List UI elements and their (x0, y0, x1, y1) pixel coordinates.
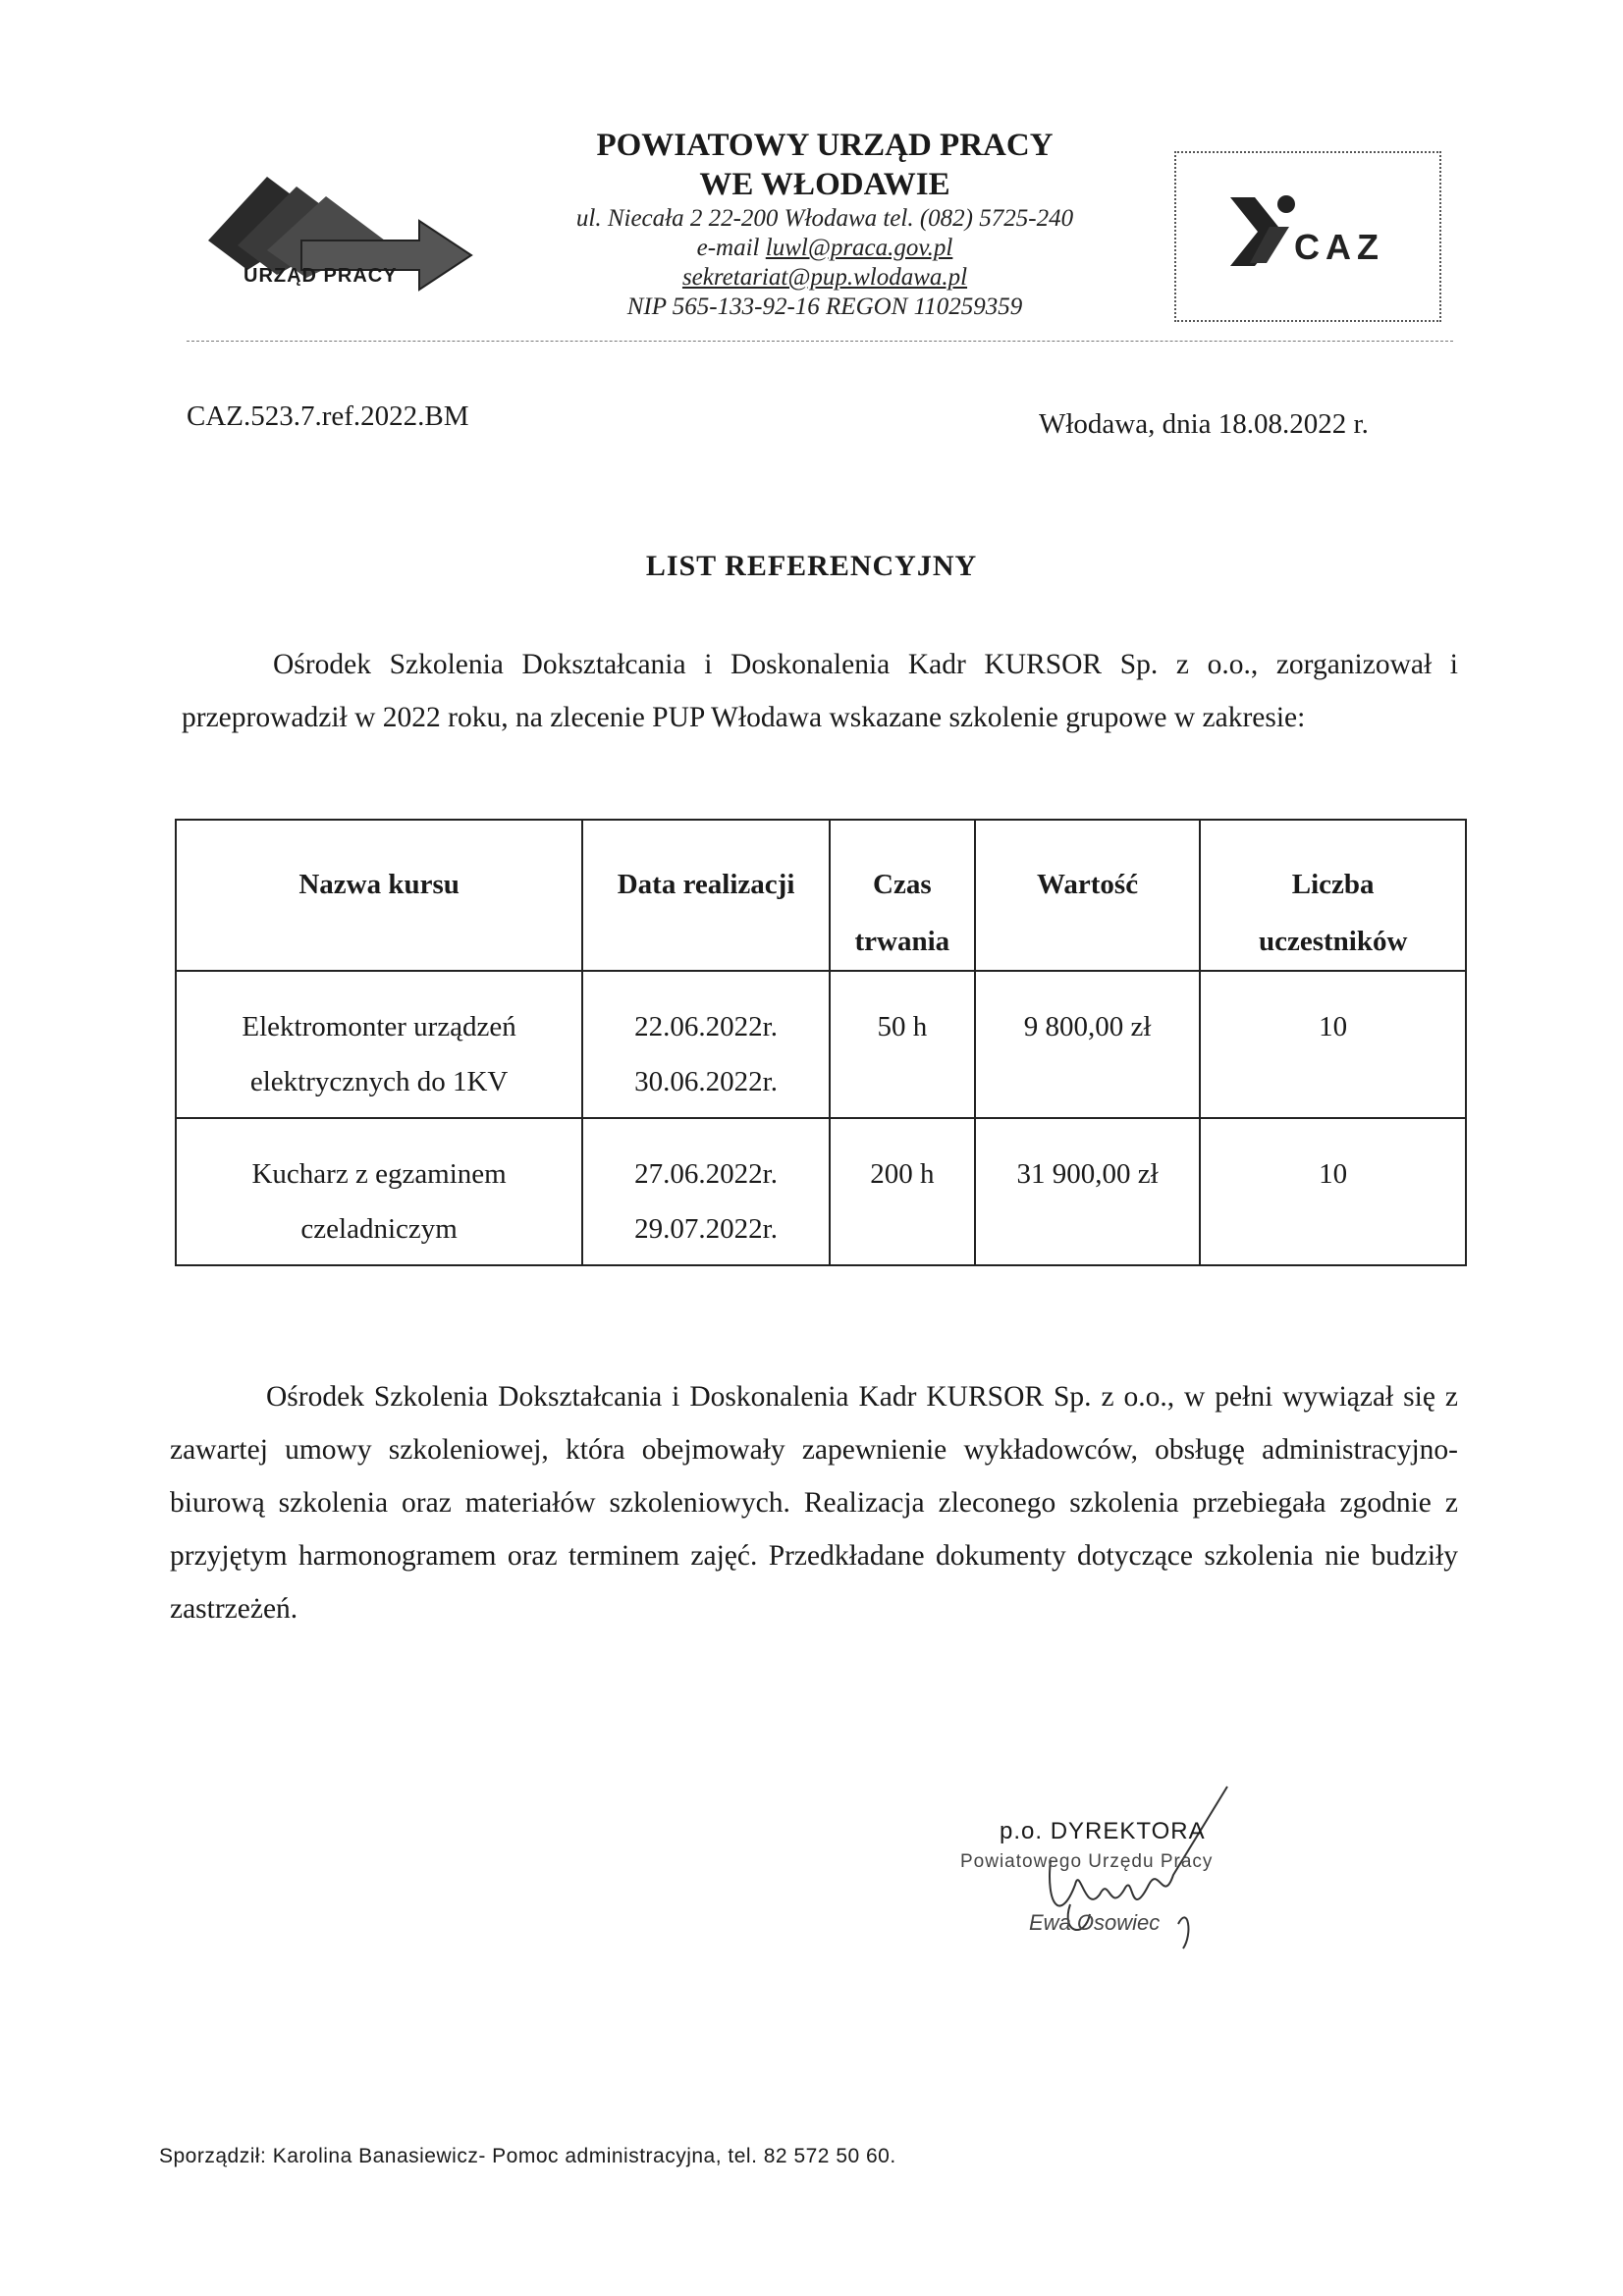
document-title: LIST REFERENCYJNY (645, 550, 978, 582)
col-dates: Data realizacji (582, 820, 830, 971)
letterhead (511, 126, 1139, 322)
email-link[interactable]: luwl@praca.gov.pl (765, 235, 953, 261)
cell-duration: 50 h (830, 971, 975, 1118)
intro-text: Ośrodek Szkolenia Dokształcania i Doskonalenia Kadr KURSOR Sp. z o.o., zorganizował i przeprowadził w 2022 roku, na zlecenie PUP Włodawa wskazane szkolenie grupowe w zakresie: (182, 649, 1458, 733)
org-address: ul. Niecała 2 22-200 Włodawa tel. (082) 5725-240 (575, 205, 1074, 232)
header-divider (187, 341, 1453, 342)
cell-course: Elektromonter urządzeń elektrycznych do 1KV (176, 971, 582, 1118)
cell-duration: 200 h (830, 1118, 975, 1265)
org-nip-regon: NIP 565-133-92-16 REGON 110259359 (626, 294, 1023, 320)
col-value: Wartość (975, 820, 1201, 971)
col-participants: Liczba uczestników (1200, 820, 1466, 971)
org-email-line-2 (511, 263, 1139, 293)
org-title-1: POWIATOWY URZĄD PRACY (596, 128, 1054, 163)
intro-paragraph (182, 638, 1458, 744)
org-email-line (511, 234, 1139, 263)
col-course-name: Nazwa kursu (176, 820, 582, 971)
caz-logo-box (1174, 151, 1441, 322)
cell-value: 9 800,00 zł (975, 971, 1201, 1118)
reference-number: CAZ.523.7.ref.2022.BM (187, 400, 469, 432)
cell-dates: 22.06.2022r. 30.06.2022r. (582, 971, 830, 1118)
col-duration: Czas trwania (830, 820, 975, 971)
body-paragraph (170, 1370, 1458, 1635)
cell-participants: 10 (1200, 1118, 1466, 1265)
cell-dates: 27.06.2022r. 29.07.2022r. (582, 1118, 830, 1265)
email-label: e-mail (696, 235, 760, 261)
cell-participants: 10 (1200, 971, 1466, 1118)
cell-course: Kucharz z egzaminem czeladniczym (176, 1118, 582, 1265)
table-row (176, 1118, 1466, 1265)
signature-name: Ewa Osowiec (1029, 1910, 1161, 1935)
email-link-2[interactable]: sekretariat@pup.wlodawa.pl (681, 264, 968, 291)
signature-title: p.o. DYREKTORA (1000, 1818, 1206, 1844)
logo-text: URZĄD PRACY (243, 265, 398, 287)
courses-table (175, 819, 1467, 1266)
caz-logo-icon (1176, 153, 1439, 320)
caz-logo-text: CAZ (1294, 227, 1384, 267)
org-title-2: WE WŁODAWIE (699, 167, 950, 202)
place-date: Włodawa, dnia 18.08.2022 r. (1039, 408, 1369, 440)
table-row (176, 971, 1466, 1118)
table-header-row (176, 820, 1466, 971)
signature-subtitle: Powiatowego Urzędu Pracy (960, 1851, 1214, 1872)
body-text: Ośrodek Szkolenia Dokształcania i Doskonalenia Kadr KURSOR Sp. z o.o., w pełni wywiązał się z zawartej umowy szkoleniowej, która obejmowały zapewnienie wykładowców, obsługę administracyjno-biurową szkolenia oraz materiałów szkoleniowych. Realizacja zleconego szkolenia przebiegała zgodnie z przyjętym harmonogramem oraz terminem zajęć. Przedkładane dokumenty dotyczące szkolenia nie budziły zastrzeżeń. (170, 1381, 1458, 1625)
cell-value: 31 900,00 zł (975, 1118, 1201, 1265)
prepared-by-footer: Sporządził: Karolina Banasiewicz- Pomoc administracyjna, tel. 82 572 50 60. (159, 2145, 896, 2167)
